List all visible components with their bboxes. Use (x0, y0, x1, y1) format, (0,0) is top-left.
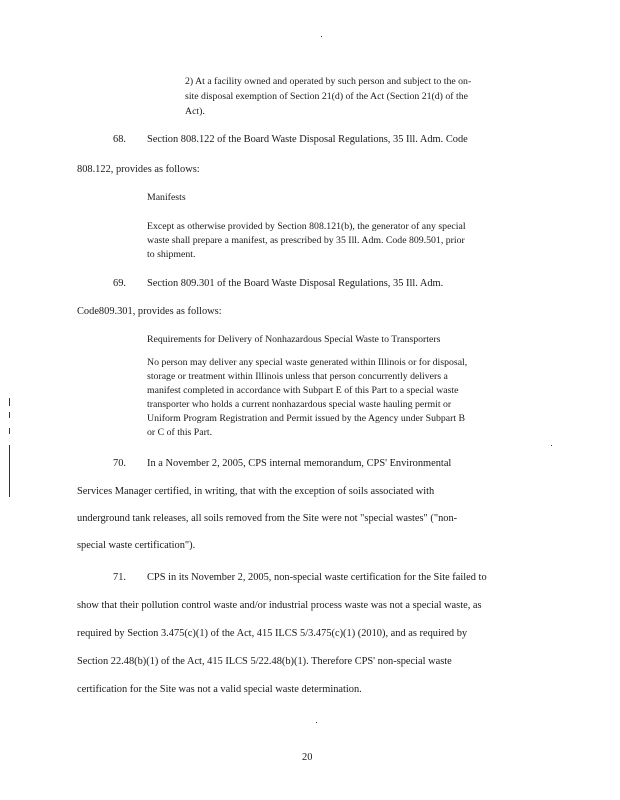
para-70-line-3: underground tank releases, all soils removed from the Site were not "special wastes" ("non- (77, 513, 458, 524)
delivery-line-3: manifest completed in accordance with Subpart E of this Part to a special waste (147, 385, 459, 396)
para-69-number: 69. (113, 278, 126, 289)
manifests-line-3: to shipment. (147, 249, 196, 260)
scan-speck (551, 445, 552, 446)
para-71-number: 71. (113, 572, 126, 583)
scan-speck (316, 722, 317, 723)
para-68-first-line: Section 808.122 of the Board Waste Disposal Regulations, 35 Ill. Adm. Code (147, 134, 468, 145)
scan-mark (9, 398, 10, 406)
manifests-line-1: Except as otherwise provided by Section 808.121(b), the generator of any special (147, 221, 466, 232)
delivery-heading: Requirements for Delivery of Nonhazardous Special Waste to Transporters (147, 334, 441, 345)
delivery-line-6: or C of this Part. (147, 427, 213, 438)
para-70-line-1: In a November 2, 2005, CPS internal memorandum, CPS' Environmental (147, 458, 452, 469)
para-69-cont-line: Code809.301, provides as follows: (77, 306, 222, 317)
delivery-line-5: Uniform Program Registration and Permit issued by the Agency under Subpart B (147, 413, 466, 424)
para-71-line-2: show that their pollution control waste and/or industrial process waste was not a special waste, as (77, 600, 482, 611)
scan-mark (9, 428, 10, 434)
para-70-line-2: Services Manager certified, in writing, that with the exception of soils associated with (77, 486, 435, 497)
para-71-line-1: CPS in its November 2, 2005, non-special waste certification for the Site failed to (147, 572, 487, 583)
para-71-line-4: Section 22.48(b)(1) of the Act, 415 ILCS 5/22.48(b)(1). Therefore CPS' non-special waste (77, 656, 452, 667)
para-71-line-3: required by Section 3.475(c)(1) of the Act, 415 ILCS 5/3.475(c)(1) (2010), and as required by (77, 628, 468, 639)
manifests-line-2: waste shall prepare a manifest, as prescribed by 35 Ill. Adm. Code 809.501, prior (147, 235, 465, 246)
para-71-line-5: certification for the Site was not a valid special waste determination. (77, 684, 362, 695)
item-2-line-3: Act). (185, 106, 205, 117)
para-69-first-line: Section 809.301 of the Board Waste Disposal Regulations, 35 Ill. Adm. (147, 278, 444, 289)
page-number: 20 (302, 752, 313, 763)
para-70-number: 70. (113, 458, 126, 469)
delivery-line-2: storage or treatment within Illinois unless that person concurrently delivers a (147, 371, 448, 382)
para-68-number: 68. (113, 134, 126, 145)
item-2-line-1: 2) At a facility owned and operated by such person and subject to the on- (185, 76, 472, 87)
para-70-line-4: special waste certification"). (77, 540, 196, 551)
item-2-line-2: site disposal exemption of Section 21(d) of the Act (Section 21(d) of the (185, 91, 468, 102)
para-68-cont-line: 808.122, provides as follows: (77, 164, 200, 175)
scan-mark (9, 445, 10, 497)
scan-mark (9, 412, 10, 418)
delivery-line-4: transporter who holds a current nonhazardous special waste hauling permit or (147, 399, 452, 410)
manifests-heading: Manifests (147, 192, 186, 203)
delivery-line-1: No person may deliver any special waste generated within Illinois or for disposal, (147, 357, 468, 368)
scan-speck (321, 36, 322, 37)
